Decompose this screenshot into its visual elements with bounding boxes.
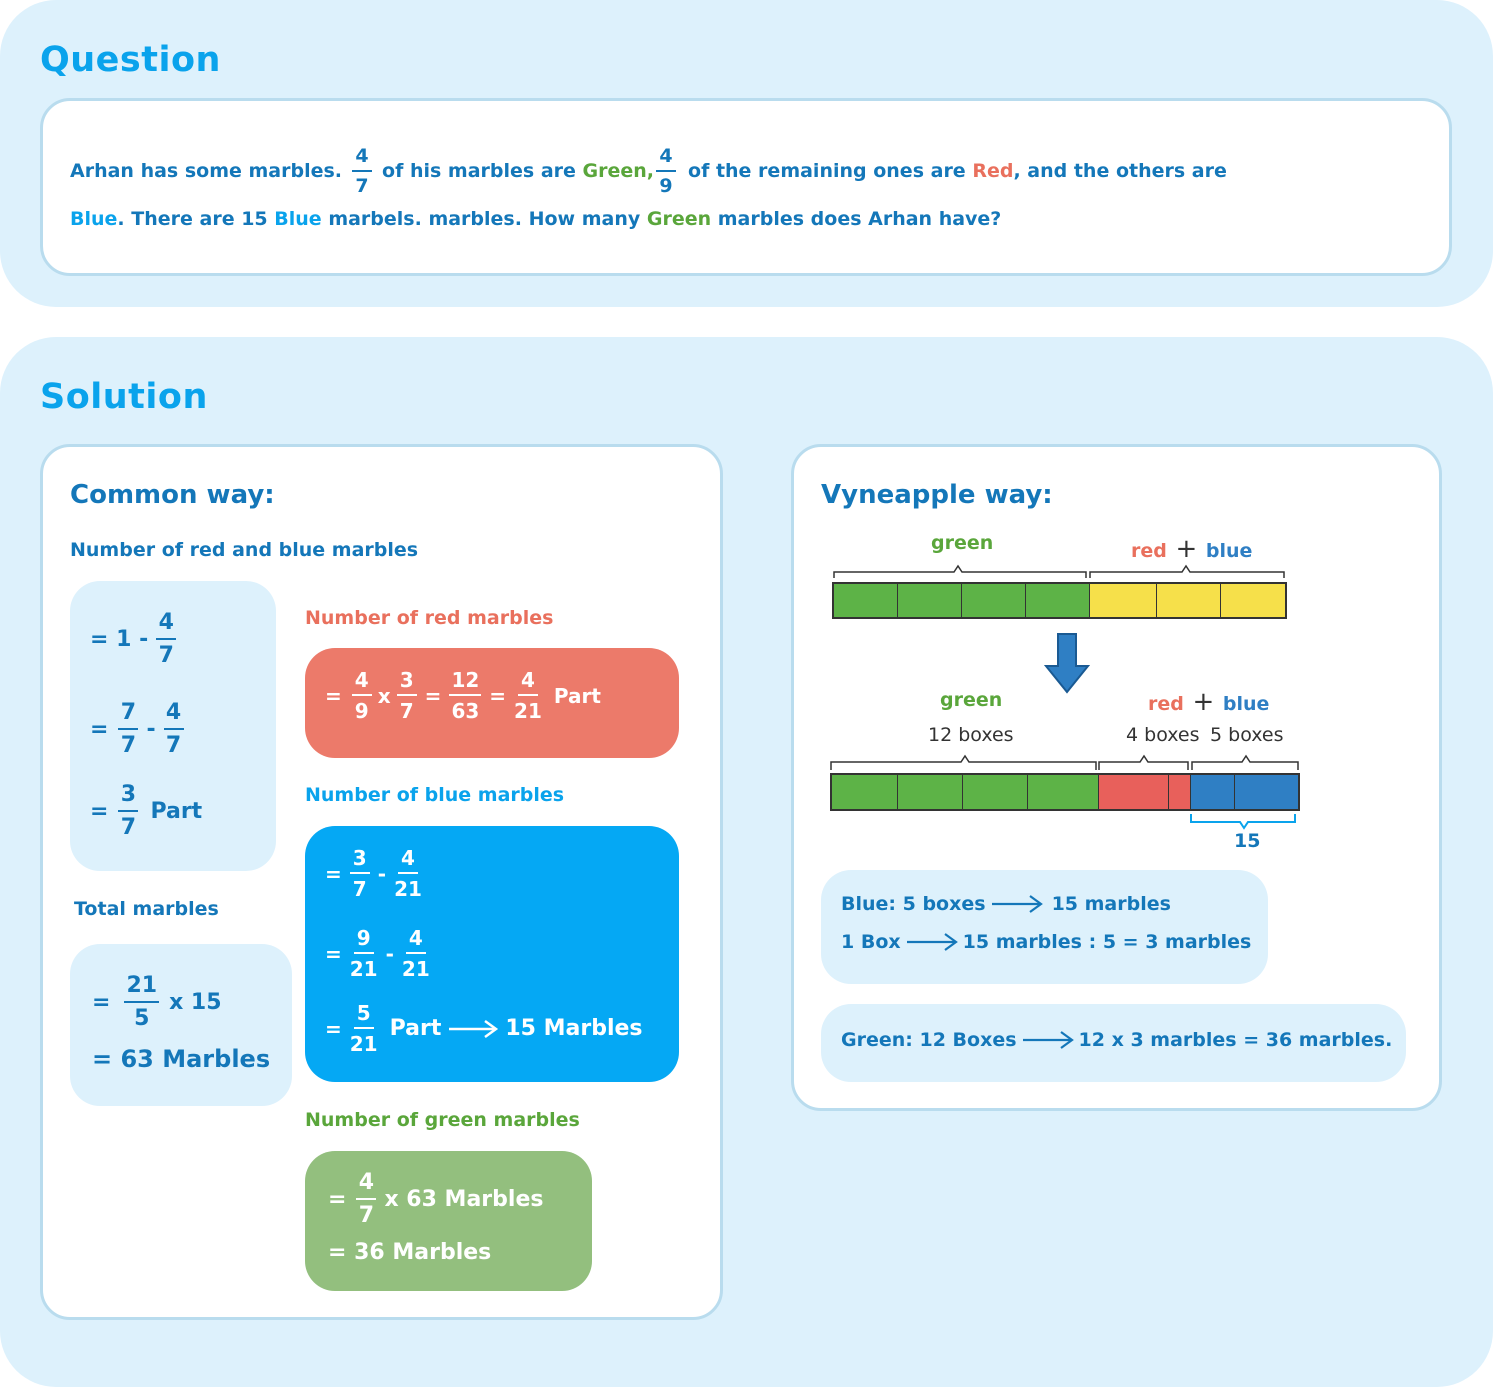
bottom-red-blue-label [1148,687,1269,717]
fraction: $\frac{4}{7}$ [356,1172,376,1227]
calc2-right: 15 marbles : 5 = 3 marbles [962,931,1252,953]
vyneapple-title: Vyneapple way: [821,480,1053,510]
fraction: $\frac{4}{9}$ [352,670,372,721]
blue-boxes-label: 5 boxes [1210,724,1284,746]
equals: = [325,1016,342,1041]
total-line-2 [92,1045,270,1073]
fraction: $\frac{12}{63}$ [451,668,480,723]
red-word: red [1131,540,1167,562]
red-line [325,670,601,721]
fraction-four-sevenths: $\frac{4}{7}$ [352,147,372,196]
solution-heading: Solution [40,377,208,417]
green-segment [898,775,963,809]
question-text-4: , and the others are [1013,160,1227,182]
blue-segment [1235,775,1298,809]
red-brace [1099,756,1188,770]
part-label: Part [150,799,203,824]
top-braces [830,562,1290,582]
green-boxes-label: 12 boxes [928,724,1014,746]
fraction: $\frac{3}{7}$ [397,670,417,721]
fraction: $\frac{9}{21}$ [349,926,378,981]
red-blue-label: Number of red and blue marbles [70,539,419,561]
plus-sign: + [1192,687,1215,717]
yellow-segment [1090,584,1157,617]
question-text-5: . There are 15 [117,208,268,230]
red-marbles-label: Number of red marbles [305,607,554,629]
question-text-2: of his marbles are [382,160,576,182]
fraction: $\frac{3}{7}$ [118,784,138,839]
fraction: $\frac{4}{7}$ [164,702,184,757]
equals: = [328,1187,347,1212]
minus: - [385,941,394,966]
top-model-bar [832,582,1287,619]
green-line-1 [328,1172,543,1227]
green-segment [1028,775,1099,809]
blue-marbles-label: Number of blue marbles [305,784,565,806]
times-fifteen: x 15 [169,990,222,1015]
green-line-2 [328,1240,491,1265]
arrow-right-icon [990,894,1044,914]
top-green-label: green [931,532,994,554]
total-marbles-label: Total marbles [74,898,219,920]
green-segment [963,775,1028,809]
minus: - [377,861,387,886]
green-word-2: Green [646,208,712,230]
red-blue-brace [1090,566,1284,578]
fraction: $\frac{3}{7}$ [350,848,370,899]
fraction: $\frac{5}{21}$ [349,1001,378,1056]
fraction: $\frac{4}{21}$ [514,668,542,723]
one-minus: 1 - [116,627,149,652]
blue-result: 15 Marbles [505,1016,643,1041]
calc-line-1 [841,893,1171,915]
fifteen-brace [1188,812,1300,832]
total-line-1 [92,975,222,1030]
equals: = [325,861,342,886]
times-63: x 63 Marbles [384,1187,544,1212]
red-segment [1169,775,1191,809]
bottom-braces [828,752,1303,774]
arrow-right-icon [905,932,959,952]
green-segment [832,775,898,809]
fraction: $\frac{7}{7}$ [118,702,138,757]
equals: = [92,990,111,1015]
fraction: $\frac{4}{21}$ [401,926,430,981]
top-red-blue-label [1131,534,1252,564]
bottom-model-bar [830,773,1300,811]
part-label: Part [389,1016,442,1041]
green-segment [898,584,962,617]
equals: = [90,717,109,742]
equals: = [424,683,442,708]
rb-line-2 [90,702,188,757]
fraction: $\frac{4}{21}$ [394,846,422,901]
equals: = [325,941,342,966]
red-segment [1099,775,1169,809]
equals: = [489,683,507,708]
rb-line-3 [90,784,202,839]
green-segment [962,584,1026,617]
total-result: = 63 Marbles [92,1045,271,1073]
green-word: Green [582,160,647,182]
blue-word-2: Blue [274,208,322,230]
minus: - [146,717,156,742]
calc-line-3 [841,1029,1392,1051]
fraction: $\frac{21}{5}$ [126,973,158,1031]
red-word: red [1148,693,1184,715]
blue-line-3 [325,1003,643,1054]
question-line-1 [70,140,1227,202]
question-text-1: Arhan has some marbles. [70,160,343,182]
arrow-down-icon [1043,632,1091,694]
blue-word: blue [1205,540,1253,562]
green-brace [834,566,1086,578]
common-way-title: Common way: [70,480,275,510]
red-boxes-label: 4 boxes [1126,724,1200,746]
equals: = [90,799,109,824]
bottom-green-label: green [940,689,1003,711]
yellow-segment [1221,584,1285,617]
calc2-left: 1 Box [841,931,901,953]
yellow-segment [1157,584,1221,617]
equals: = [325,683,342,708]
fifteen-label: 15 [1234,830,1261,852]
blue-line-2 [325,928,434,979]
fraction: $\frac{4}{7}$ [156,612,176,667]
arrow-right-icon [447,1019,499,1039]
question-text-7: marbles does Arhan have? [717,208,1002,230]
part-label: Part [553,683,601,708]
plus-sign: + [1175,534,1198,564]
green-result: = 36 Marbles [328,1240,492,1265]
blue-line-1 [325,848,426,899]
blue-calc-box [821,870,1268,984]
calc-line-2 [841,931,1251,953]
times: x [377,683,391,708]
calc3-right: 12 x 3 marbles = 36 marbles. [1078,1029,1393,1051]
green-segment [834,584,898,617]
calc1-left: Blue: 5 boxes [841,893,986,915]
red-word: Red [972,160,1014,182]
comma: , [646,160,655,182]
calc1-right: 15 marbles [1051,893,1171,915]
question-line-2 [70,208,1001,230]
question-text-3: of the remaining ones are [688,160,966,182]
arrow-right-icon [1021,1030,1075,1050]
question-heading: Question [40,40,221,80]
fraction-four-ninths: $\frac{4}{9}$ [656,147,676,196]
blue-word: blue [1222,693,1270,715]
blue-segment [1191,775,1235,809]
calc3-left: Green: 12 Boxes [841,1029,1017,1051]
green-segment [1026,584,1090,617]
blue-word: Blue [70,208,118,230]
blue-brace [1192,756,1298,770]
rb-line-1 [90,612,180,667]
green-marbles-label: Number of green marbles [305,1109,580,1131]
equals: = [90,627,109,652]
green-brace [831,756,1096,770]
question-text-6: marbels. marbles. How many [328,208,641,230]
